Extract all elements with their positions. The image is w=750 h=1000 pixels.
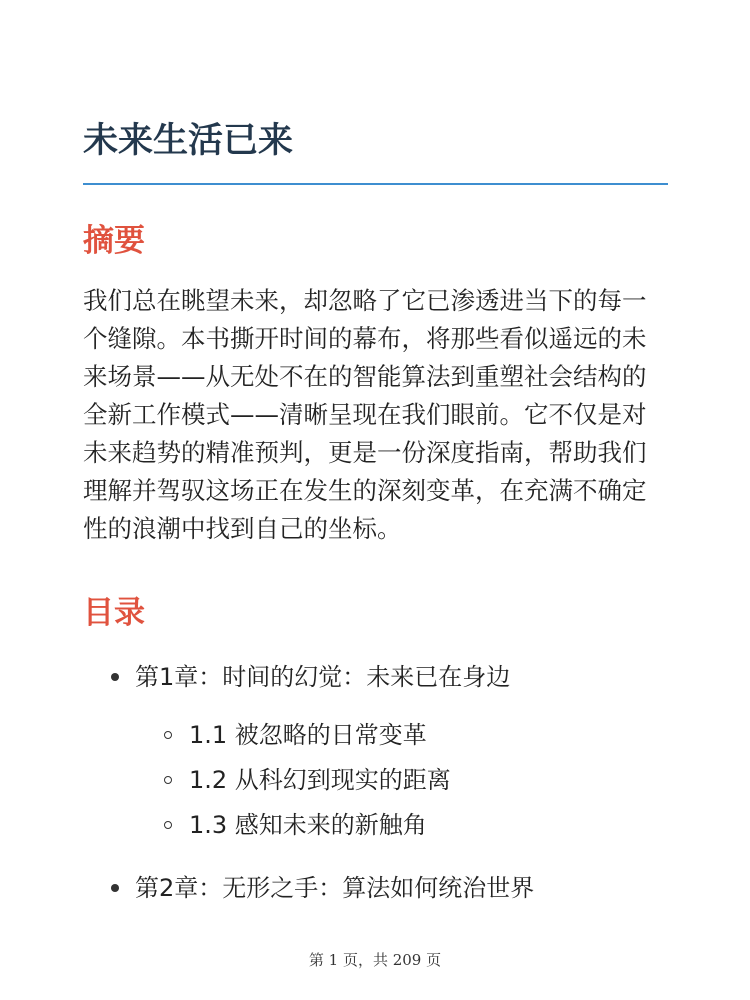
book-title: 未来生活已来 [83, 121, 294, 161]
page-number-footer: 第 1 页，共 209 页 [308, 951, 442, 969]
toc-section-label: 1.2 从科幻到现实的距离 [189, 766, 451, 794]
toc-section-1-3 [83, 803, 668, 848]
toc-section-1-1 [83, 713, 668, 758]
toc-chapter-2 [83, 866, 668, 910]
toc-section-label: 1.1 被忽略的日常变革 [189, 721, 427, 749]
abstract-heading: 摘要 [83, 223, 145, 259]
toc-section-1-2 [83, 758, 668, 803]
toc-chapter-1 [83, 655, 668, 848]
table-of-contents [83, 655, 668, 910]
circle-bullet-icon [164, 731, 172, 739]
abstract-paragraph: 我们总在眺望未来，却忽略了它已渗透进当下的每一个缝隙。本书撕开时间的幕布，将那些看似遥远的未来场景——从无处不在的智能算法到重塑社会结构的全新工作模式——清晰呈现在我们眼前。它不仅是对未来趋势的精准预判，更是一份深度指南，帮助我们理解并驾驭这场正在发生的深刻变革，在充满不确定性的浪潮中找到自己的坐标。 [83, 286, 647, 543]
circle-bullet-icon [164, 821, 172, 829]
bullet-icon [111, 673, 119, 681]
title-divider [83, 183, 668, 185]
toc-chapter-1-sections [135, 713, 668, 848]
toc-chapter-label: 第2章：无形之手：算法如何统治世界 [135, 874, 535, 902]
toc-heading: 目录 [83, 595, 145, 631]
toc-section-label: 1.3 感知未来的新触角 [189, 811, 427, 839]
bullet-icon [111, 884, 119, 892]
circle-bullet-icon [164, 776, 172, 784]
toc-chapter-label: 第1章：时间的幻觉：未来已在身边 [135, 663, 511, 691]
